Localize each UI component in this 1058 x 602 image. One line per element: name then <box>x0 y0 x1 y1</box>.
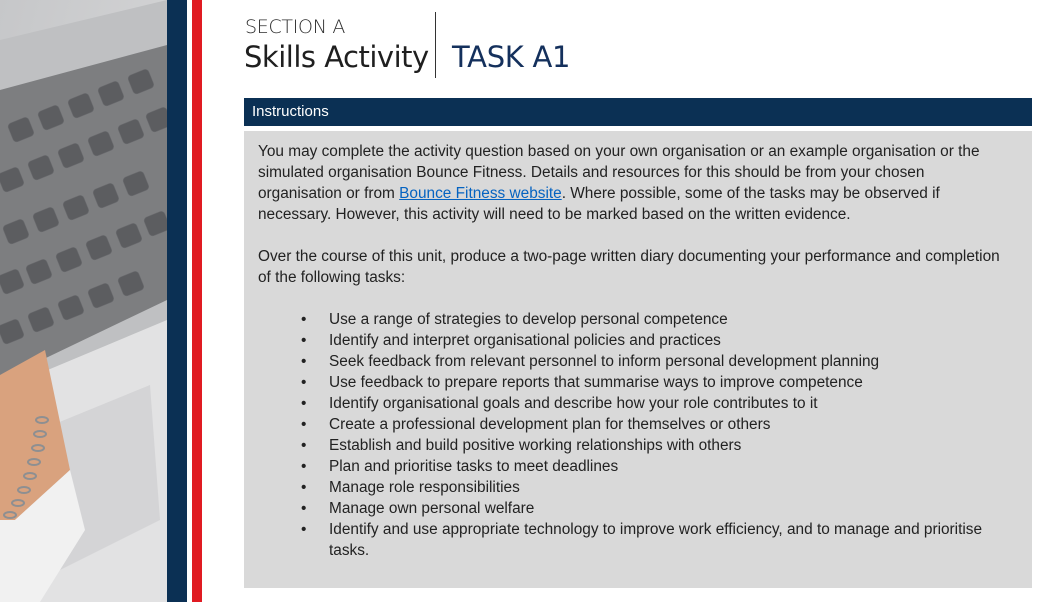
navy-stripe <box>167 0 187 602</box>
task-item: • Manage own personal welfare <box>329 498 1006 519</box>
task-item: • Establish and build positive working relationships with others <box>329 435 1006 456</box>
task-item: • Identify and interpret organisational policies and practices <box>329 330 1006 351</box>
task-item: • Plan and prioritise tasks to meet deadlines <box>329 456 1006 477</box>
task-item: • Use a range of strategies to develop personal competence <box>329 309 1006 330</box>
red-stripe <box>192 0 202 602</box>
task-item: • Create a professional development plan for themselves or others <box>329 414 1006 435</box>
diary-paragraph: Over the course of this unit, produce a two-page written diary documenting your performance and completion of the following tasks: <box>258 248 1000 286</box>
task-item: • Use feedback to prepare reports that summarise ways to improve competence <box>329 372 1006 393</box>
task-list <box>258 309 1006 561</box>
intro-text-before-link: You may complete the activity question based on your own organisation or an example organisation or the simulated organisation Bounce Fitness. Details and resources for this should be from your chosen organisation or from <box>258 143 980 202</box>
task-item: • Manage role responsibilities <box>329 477 1006 498</box>
intro-paragraph <box>258 141 1006 225</box>
laptop-photo <box>0 0 167 602</box>
intro-text-after-link: . Where possible, some of the tasks may be observed if necessary. However, this activity will need to be marked based on the written evidence. <box>258 185 940 223</box>
task-item: • Identify organisational goals and describe how your role contributes to it <box>329 393 1006 414</box>
task-title: TASK A1 <box>452 40 571 74</box>
bounce-fitness-website-link[interactable]: Bounce Fitness website <box>399 185 562 202</box>
task-item: • Identify and use appropriate technology to improve work efficiency, and to manage and prioritise tasks. <box>329 519 1006 561</box>
header-divider <box>435 12 436 78</box>
instructions-header-bar <box>244 98 1032 126</box>
instructions-text <box>258 141 1006 561</box>
section-label: SECTION A <box>245 16 346 38</box>
activity-title: Skills Activity <box>244 40 429 74</box>
instructions-content <box>244 131 1032 588</box>
task-item: • Seek feedback from relevant personnel to inform personal development planning <box>329 351 1006 372</box>
instructions-label: Instructions <box>252 103 329 120</box>
